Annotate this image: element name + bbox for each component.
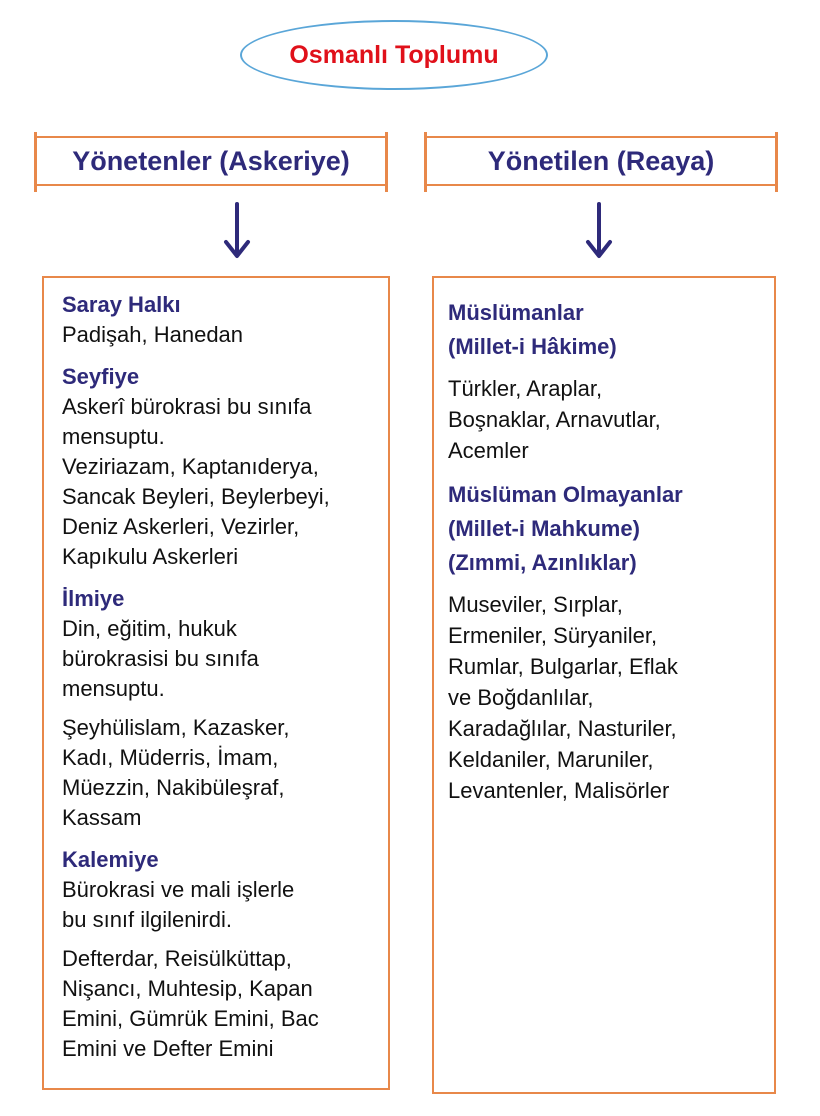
askeriye-box xyxy=(42,276,390,1090)
section-kalemiye xyxy=(62,845,370,1064)
section-line: mensuptu. xyxy=(62,676,165,701)
section-saray-halki xyxy=(62,290,370,350)
section-title: (Millet-i Hâkime) xyxy=(448,334,617,359)
section-line: Askerî bürokrasi bu sınıfa xyxy=(62,394,312,419)
section-line: Veziriazam, Kaptanıderya, xyxy=(62,454,319,479)
section-line: Türkler, Araplar, xyxy=(448,376,603,401)
section-line: ve Boğdanlılar, xyxy=(448,685,594,710)
section-line: Boşnaklar, Arnavutlar, xyxy=(448,407,661,432)
header-askeriye xyxy=(34,136,388,186)
header-reaya xyxy=(424,136,778,186)
diagram-title: Osmanlı Toplumu xyxy=(289,40,499,69)
section-title: İlmiye xyxy=(62,586,125,611)
section-line: Müezzin, Nakibüleşraf, xyxy=(62,775,285,800)
section-line: Emini ve Defter Emini xyxy=(62,1036,274,1061)
section-line: Sancak Beyleri, Beylerbeyi, xyxy=(62,484,330,509)
section-line: Bürokrasi ve mali işlerle xyxy=(62,877,295,902)
section-line: Rumlar, Bulgarlar, Eflak xyxy=(448,654,678,679)
section-line: Padişah, Hanedan xyxy=(62,322,244,347)
section-title: Saray Halkı xyxy=(62,292,181,317)
section-title: Müslümanlar xyxy=(448,300,584,325)
section-line: bürokrasisi bu sınıfa xyxy=(62,646,259,671)
reaya-box xyxy=(432,276,776,1094)
section-line: Din, eğitim, hukuk xyxy=(62,616,237,641)
title-oval xyxy=(240,20,548,90)
section-line: Ermeniler, Süryaniler, xyxy=(448,623,658,648)
section-line: Şeyhülislam, Kazasker, xyxy=(62,715,290,740)
section-title: (Zımmi, Azınlıklar) xyxy=(448,550,637,575)
section-line: Karadağlılar, Nasturiler, xyxy=(448,716,677,741)
section-line: Kadı, Müderris, İmam, xyxy=(62,745,279,770)
section-ilmiye xyxy=(62,584,370,833)
arrow-down-icon xyxy=(222,202,252,260)
section-line: Museviler, Sırplar, xyxy=(448,592,623,617)
section-seyfiye xyxy=(62,362,370,572)
section-line: Deniz Askerleri, Vezirler, xyxy=(62,514,300,539)
section-line: Levantenler, Malisörler xyxy=(448,778,670,803)
section-title: Seyfiye xyxy=(62,364,140,389)
section-line: Kapıkulu Askerleri xyxy=(62,544,239,569)
section-musluman-olmayanlar xyxy=(448,478,760,806)
section-line: bu sınıf ilgilenirdi. xyxy=(62,907,232,932)
section-line: Acemler xyxy=(448,438,529,463)
section-title: Kalemiye xyxy=(62,847,159,872)
section-line: mensuptu. xyxy=(62,424,165,449)
arrow-down-icon xyxy=(584,202,614,260)
section-line: Kassam xyxy=(62,805,142,830)
section-line: Emini, Gümrük Emini, Bac xyxy=(62,1006,319,1031)
section-line: Defterdar, Reisülküttap, xyxy=(62,946,292,971)
section-line: Keldaniler, Maruniler, xyxy=(448,747,654,772)
section-title: (Millet-i Mahkume) xyxy=(448,516,640,541)
header-askeriye-label: Yönetenler (Askeriye) xyxy=(72,145,350,176)
header-reaya-label: Yönetilen (Reaya) xyxy=(487,145,715,176)
section-line: Nişancı, Muhtesip, Kapan xyxy=(62,976,313,1001)
section-muslumanlar xyxy=(448,296,760,466)
section-title: Müslüman Olmayanlar xyxy=(448,482,683,507)
